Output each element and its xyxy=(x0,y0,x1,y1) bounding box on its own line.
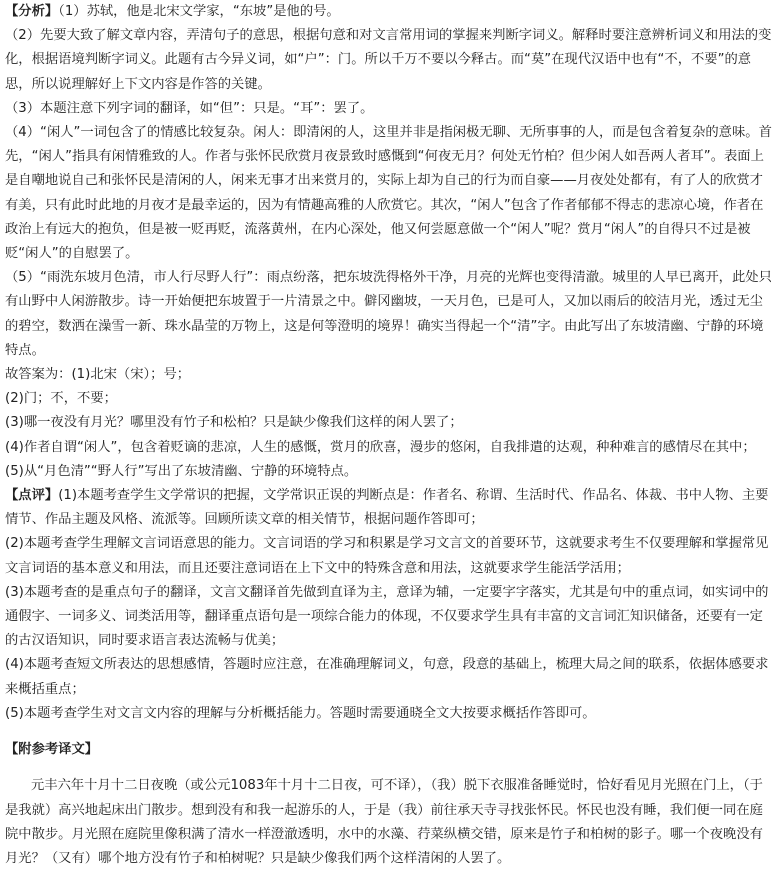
answer-5: (5)从“月色清”“野人行”写出了东坡清幽、宁静的环境特点。 xyxy=(5,463,358,479)
section-gap xyxy=(5,726,774,738)
review-r3: (3)本题考查的是重点句子的翻译，文言文翻译首先做到直译为主，意译为辅，一定要字字落实，尤其是句中的重点词，如实词中的通假字、一词多义、词类活用等，翻译重点语句是一项综合能力的体现，不仅要求学生具有丰富的文言词汇知识储备，还要有一定的古汉语知识，同时要求语言表达流畅与优美； xyxy=(5,584,769,649)
review-r1: 【点评】(1)本题考查学生文学常识的把握，文学常识正误的判断点是：作者名、称谓、生活时代、作品名、体裁、书中人物、主要情节、作品主题及风格、流派等。回顾所读文章的相关情节，根据问题作答即可； xyxy=(5,488,769,528)
review-r2: (2)本题考查学生理解文言词语意思的能力。文言词语的学习和积累是学习文言文的首要环节，这就要求考生不仅要理解和掌握常见文言词语的基本意义和用法，而且还要注意词语在上下文中的特殊含意和用法，这就要求学生能活学活用； xyxy=(5,536,769,576)
section-gap xyxy=(5,762,774,774)
analysis-p5: （5）“雨洗东坡月色清，市人行尽野人行”：雨点纷落，把东坡洗得格外干净，月亮的光辉也变得清澈。城里的人早已离开，此处只有山野中人闲游散步。诗一开始便把东坡置于一片清景之中。僻冈幽坡，一天月色，已是可人，又加以雨后的皎洁月光，透过无尘的碧空，数洒在澡雪一新、珠水晶莹的万物上，这是何等澄明的境界！确实当得起一个“清”字。由此写出了东坡清幽、宁静的环境特点。 xyxy=(5,270,772,358)
analysis-p4: （4）“闲人”一词包含了的情感比较复杂。闲人：即清闲的人，这里并非是指闲极无聊、无所事事的人，而是包含着复杂的意味。首先，“闲人”指具有闲情雅致的人。作者与张怀民欣赏月夜景致时感慨到“何夜无月？何处无竹柏？但少闲人如吾两人者耳”。表面上是自嘲地说自己和张怀民是清闲的人，闲来无事才出来赏月的，实际上却为自己的行为而自豪——月夜处处都有，有了人的欣赏才有美，只有此时此地的月夜才是最幸运的，因为有情趣高雅的人欣赏它。其次，“闲人”包含了作者郁郁不得志的悲凉心境，作者在政治上有远大的抱负，但是被一贬再贬，流落黄州，在内心深处，他又何尝愿意做一个“闲人”呢？赏月“闲人”的自得只不过是被贬“闲人”的自慰罢了。 xyxy=(5,125,772,262)
review-r5: (5)本题考查学生对文言文内容的理解与分析概括能力。答题时需要通晓全文大按要求概括作答即可。 xyxy=(5,705,596,721)
review-tag: 【点评】 xyxy=(5,488,59,504)
answer-1: 故答案为：(1)北宋（宋）；号； xyxy=(5,367,191,383)
answer-3: (3)哪一夜没有月光？哪里没有竹子和松柏？只是缺少像我们这样的闲人罢了； xyxy=(5,415,463,431)
answer-2: (2)门；不，不要； xyxy=(5,391,117,407)
translation-text: 元丰六年十月十二日夜晚（或公元1083年十月十二日夜，可不译），（我）脱下衣服准备睡觉时，恰好看见月光照在门上，（于是我就）高兴地起床出门散步。想到没有和我一起游乐的人，于是（我）前往承天寺寻找张怀民。怀民也没有睡，我们便一同在庭院中散步。月光照在庭院里像积满了清水一样澄澈透明，水中的水藻、荇菜纵横交错，原来是竹子和柏树的影子。哪一个夜晚没有月光？（又有）哪个地方没有竹子和柏树呢？只是缺少像我们两个这样清闲的人罢了。 xyxy=(5,778,763,866)
analysis-p2: （2）先要大致了解文章内容，弄清句子的意思，根据句意和对文言常用词的掌握来判断字词义。解释时要注意辨析词义和用法的变化，根据语境判断字词义。此题有古今异义词，如“户”：门。所以千万不要以今释古。而“莫”在现代汉语中也有“不，不要”的意思，所以说理解好上下文内容是作答的关键。 xyxy=(5,28,772,92)
answer-4: (4)作者自谓“闲人”，包含着贬谪的悲凉，人生的感慨，赏月的欣喜，漫步的悠闲，自我排遣的达观，种种难言的感情尽在其中； xyxy=(5,439,756,455)
analysis-p1: 【分析】（1）苏轼，他是北宋文学家，“东坡”是他的号。 xyxy=(5,4,340,19)
review-r4: (4)本题考查短文所表达的思想感情，答题时应注意，在准确理解词义，句意，段意的基础上，梳理大局之间的联系，依据体感要求来概括重点； xyxy=(5,657,769,697)
translation-tag: 【附参考译文】 xyxy=(5,742,99,758)
analysis-tag: 【分析】 xyxy=(5,4,59,19)
analysis-p3: （3）本题注意下列字词的翻译，如“但”：只是。“耳”：罢了。 xyxy=(5,100,374,116)
